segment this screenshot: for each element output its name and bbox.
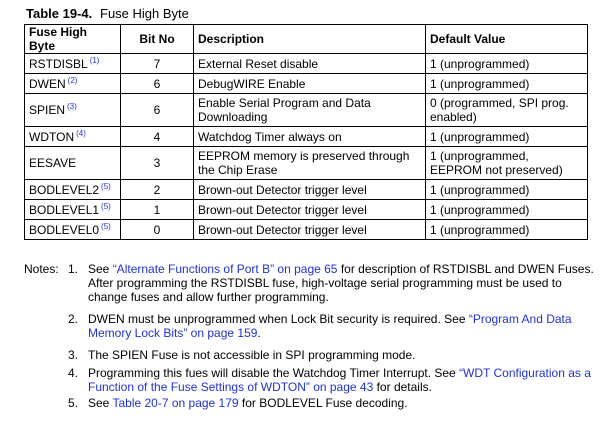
footnote-link[interactable]: (3) (67, 102, 77, 111)
description-cell: External Reset disable (194, 54, 426, 74)
description-cell: Brown-out Detector trigger level (194, 180, 426, 200)
footnote-link[interactable]: (4) (76, 128, 86, 138)
footnote-link[interactable]: (1) (89, 55, 100, 65)
default-value-cell: 1 (unprogrammed) (426, 127, 588, 147)
description-cell: DebugWIRE Enable (194, 74, 426, 94)
note-number: 3. (68, 348, 79, 362)
header-default-value: Default Value (426, 25, 588, 54)
fuse-name: DWEN (29, 76, 66, 91)
description-cell: Brown-out Detector trigger level (194, 200, 426, 220)
note-item (68, 396, 594, 410)
cross-reference-link[interactable]: Table 20-7 on page 179 (112, 396, 239, 410)
table-number: Table 19-4. (26, 6, 93, 21)
bit-no-cell: 2 (121, 180, 194, 200)
note-text (88, 348, 594, 362)
default-value-cell: 1 (unprogrammed) (426, 220, 588, 240)
note-item (68, 348, 594, 362)
footnote-link[interactable]: (5) (101, 181, 111, 191)
table-row (25, 147, 588, 180)
bit-no-cell: 6 (121, 74, 194, 94)
footnote-link[interactable]: (5) (101, 221, 111, 231)
fuse-name-cell (25, 94, 121, 127)
cross-reference-link[interactable]: “Alternate Functions of Port B” on page 65 (112, 262, 338, 276)
note-number: 4. (68, 366, 79, 380)
table-row (25, 200, 588, 220)
note-number: 2. (68, 312, 79, 326)
description-cell: EEPROM memory is preserved through the Chip Erase (194, 147, 426, 180)
fuse-name: SPIEN (29, 103, 66, 117)
note-text-post: . (257, 326, 261, 341)
table-row (25, 94, 588, 127)
fuse-name-cell (25, 220, 121, 240)
table-row (25, 54, 588, 74)
cross-reference-link[interactable]: “Program And Data Memory Lock Bits” on page 159 (88, 312, 572, 341)
header-bit-no: Bit No (121, 25, 194, 54)
table-title: Fuse High Byte (100, 6, 189, 21)
fuse-high-byte-table (24, 24, 588, 240)
table-row (25, 220, 588, 240)
note-text (88, 396, 594, 410)
note-text (88, 262, 594, 305)
note-text-pre: The SPIEN Fuse is not accessible in SPI programming mode. (88, 348, 416, 362)
table-row (25, 180, 588, 200)
description-cell: Brown-out Detector trigger level (194, 220, 426, 240)
default-value-cell: 1 (unprogrammed) (426, 180, 588, 200)
note-text-pre: See (88, 396, 113, 410)
description-cell: Enable Serial Program and Data Downloading (194, 94, 426, 127)
bit-no-cell: 1 (121, 200, 194, 220)
note-text-post: for details. (373, 380, 432, 395)
fuse-name: BODLEVEL1 (29, 202, 100, 217)
bit-no-cell: 3 (121, 147, 194, 180)
fuse-name: EESAVE (29, 156, 77, 170)
fuse-name: RSTDISBL (29, 56, 88, 71)
default-value-cell: 1 (unprogrammed, EEPROM not preserved) (426, 147, 588, 180)
note-item (68, 366, 594, 394)
default-value-cell: 1 (unprogrammed) (426, 200, 588, 220)
note-text-pre: DWEN must be unprogrammed when Lock Bit security is required. See (88, 312, 469, 326)
fuse-name: BODLEVEL0 (29, 222, 100, 237)
note-text-post: for BODLEVEL Fuse decoding. (238, 396, 408, 410)
table-row (25, 127, 588, 147)
footnote-link[interactable]: (5) (101, 201, 111, 211)
note-text (88, 366, 594, 394)
note-item (68, 262, 594, 305)
bit-no-cell: 0 (121, 220, 194, 240)
fuse-name-cell (25, 127, 121, 147)
footnote-link[interactable]: (2) (67, 75, 78, 85)
fuse-name-cell (25, 180, 121, 200)
description-cell: Watchdog Timer always on (194, 127, 426, 147)
fuse-name: WDTON (29, 129, 75, 144)
fuse-name: BODLEVEL2 (29, 182, 100, 197)
default-value-cell: 1 (unprogrammed) (426, 74, 588, 94)
note-number: 1. (68, 262, 79, 276)
note-number: 5. (68, 396, 79, 410)
note-text (88, 312, 594, 340)
table-caption (26, 4, 189, 24)
fuse-name-cell (25, 54, 121, 74)
table-header-row (25, 25, 588, 54)
default-value-cell: 1 (unprogrammed) (426, 54, 588, 74)
cross-reference-link[interactable]: “WDT Configuration as a Function of the Fuse Settings of WDTON” on page 43 (88, 366, 591, 395)
fuse-name-cell (25, 147, 121, 180)
note-text-post: for description of RSTDISBL and DWEN Fuses. After programming the RSTDISBL fuse, high-voltage serial programming must be used to change fuses and allow further programming. (88, 262, 594, 305)
header-description: Description (194, 25, 426, 54)
bit-no-cell: 6 (121, 94, 194, 127)
bit-no-cell: 4 (121, 127, 194, 147)
note-text-pre: Programming this fues will disable the Watchdog Timer Interrupt. See (88, 366, 460, 380)
table-row (25, 74, 588, 94)
note-item (68, 312, 594, 340)
fuse-name-cell (25, 74, 121, 94)
default-value-cell: 0 (programmed, SPI prog. enabled) (426, 94, 588, 127)
fuse-name-cell (25, 200, 121, 220)
header-fuse-high-byte: Fuse High Byte (25, 25, 121, 54)
notes-label: Notes: (24, 262, 59, 276)
note-text-pre: See (88, 262, 113, 276)
bit-no-cell: 7 (121, 54, 194, 74)
